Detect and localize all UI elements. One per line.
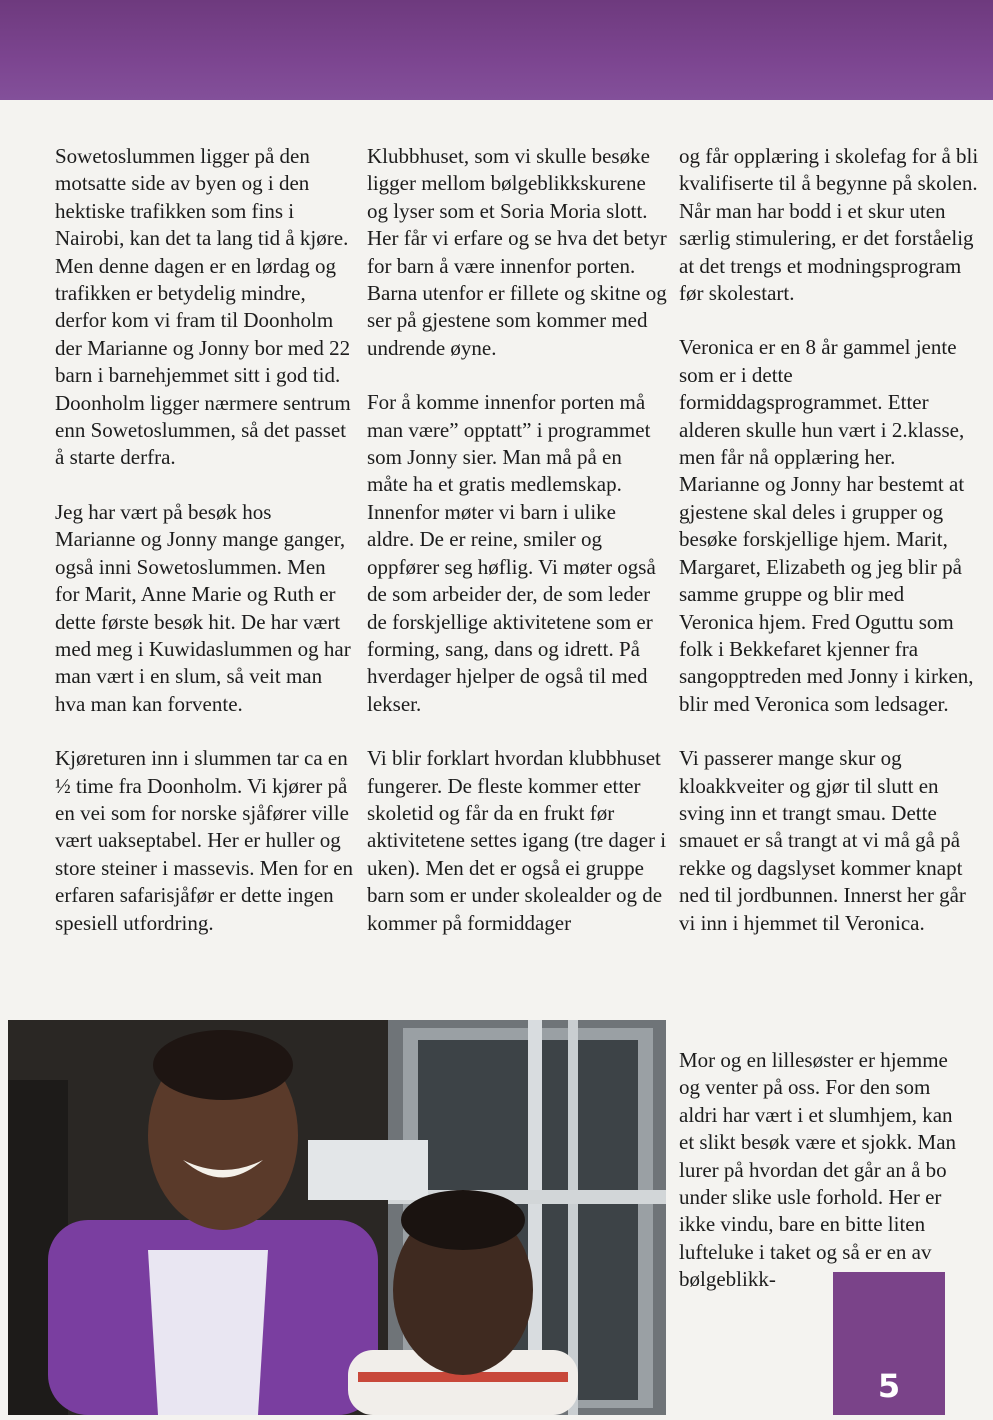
page-number-box: [833, 1272, 945, 1415]
paragraph: Veronica er en 8 år gammel jente som er i dette formiddagsprogrammet. Etter alderen skulle hun vært i 2.klasse, men får nå opplæring her. Marianne og Jonny har bestemt at gjestene skal deles i grupper og besøke forskjellige hjem. Marit, Margaret, Elizabeth og jeg blir på samme gruppe og blir med Veronica hjem. Fred Oguttu som folk i Bekkefaret kjenner fra sangopptreden med Jonny i kirken, blir med Veronica som ledsager.: [679, 335, 974, 716]
paragraph: Kjøreturen inn i slummen tar ca en ½ time fra Doonholm. Vi kjører på en vei som for norske sjåfører ville vært uakseptabel. Her er huller og store steiner i massevis. Men for en erfaren safarisjåfør er dette ingen spesiell utfordring.: [55, 746, 354, 935]
photo-children: [8, 1020, 666, 1415]
paragraph: Jeg har vært på besøk hos Marianne og Jonny mange ganger, også inni Sowetoslummen. Men for Marit, Anne Marie og Ruth er dette første besøk hit. De har vært med meg i Kuwidaslummen og har man vært i en slum, så veit man hva man kan forvente.: [55, 499, 351, 716]
paragraph: Sowetoslummen ligger på den motsatte side av byen og i den hektiske trafikken som fins i Nairobi, kan det ta lang tid å kjøre. Men denne dagen er en lørdag og trafikken er betydelig mindre, derfor kom vi fram til Doonholm der Marianne og Jonny bor med 22 barn i barnehjemmet sitt i god tid. Doonholm ligger nærmere sentrum enn Sowetoslummen, så det passet å starte derfra.: [55, 144, 351, 470]
paragraph: Klubbhuset, som vi skulle besøke ligger mellom bølgeblikkskurene og lyser som et Soria Moria slott. Her får vi erfare og se hva det betyr for barn å være innenfor porten. Barna utenfor er fillete og skitne og ser på gjestene som kommer med undrende øyne.: [367, 144, 667, 360]
text-column-1: [55, 143, 355, 964]
paragraph: Vi passerer mange skur og kloakkveiter og gjør til slutt en sving inn et trangt smau. Dette smauet er så trangt at vi må gå på rekke og dagslyset kommer knapt ned til jordbunnen. Innerst her går vi inn i hjemmet til Veronica.: [679, 746, 966, 935]
paragraph: Mor og en lillesøster er hjemme og venter på oss. For den som aldri har vært i et slumhjem, kan et slikt besøk være et sjokk. Man lurer på hvordan det går an å bo under slike usle forhold. Her er ikke vindu, bare en bitte liten lufteluke i taket og så er en av bølgeblikk-: [679, 1048, 957, 1292]
page-number: 5: [877, 1367, 901, 1405]
paragraph: For å komme innenfor porten må man være” opptatt” i programmet som Jonny sier. Man må på en måte ha et gratis medlemskap. Innenfor møter vi barn i ulike aldre. De er reine, smiler og oppfører seg høflig. Vi møter også de som arbeider der, de som leder de forskjellige aktivitetene som er forming, sang, dans og idrett. På hverdager hjelper de også til med lekser.: [367, 390, 656, 716]
paragraph: og får opplæring i skolefag for å bli kvalifiserte til å begynne på skolen. Når man har bodd i et skur uten særlig stimulering, er det forståelig at det trengs et modningsprogram før skolestart.: [679, 144, 979, 306]
paragraph: Vi blir forklart hvordan klubbhuset fungerer. De fleste kommer etter skoletid og får da en frukt før aktivitetene settes igang (tre dager i uken). Men det er også ei gruppe barn som er under skolealder og de kommer på formiddager: [367, 746, 667, 935]
text-column-2: [367, 143, 667, 964]
text-column-3: [679, 143, 979, 964]
header-band: [0, 0, 993, 100]
